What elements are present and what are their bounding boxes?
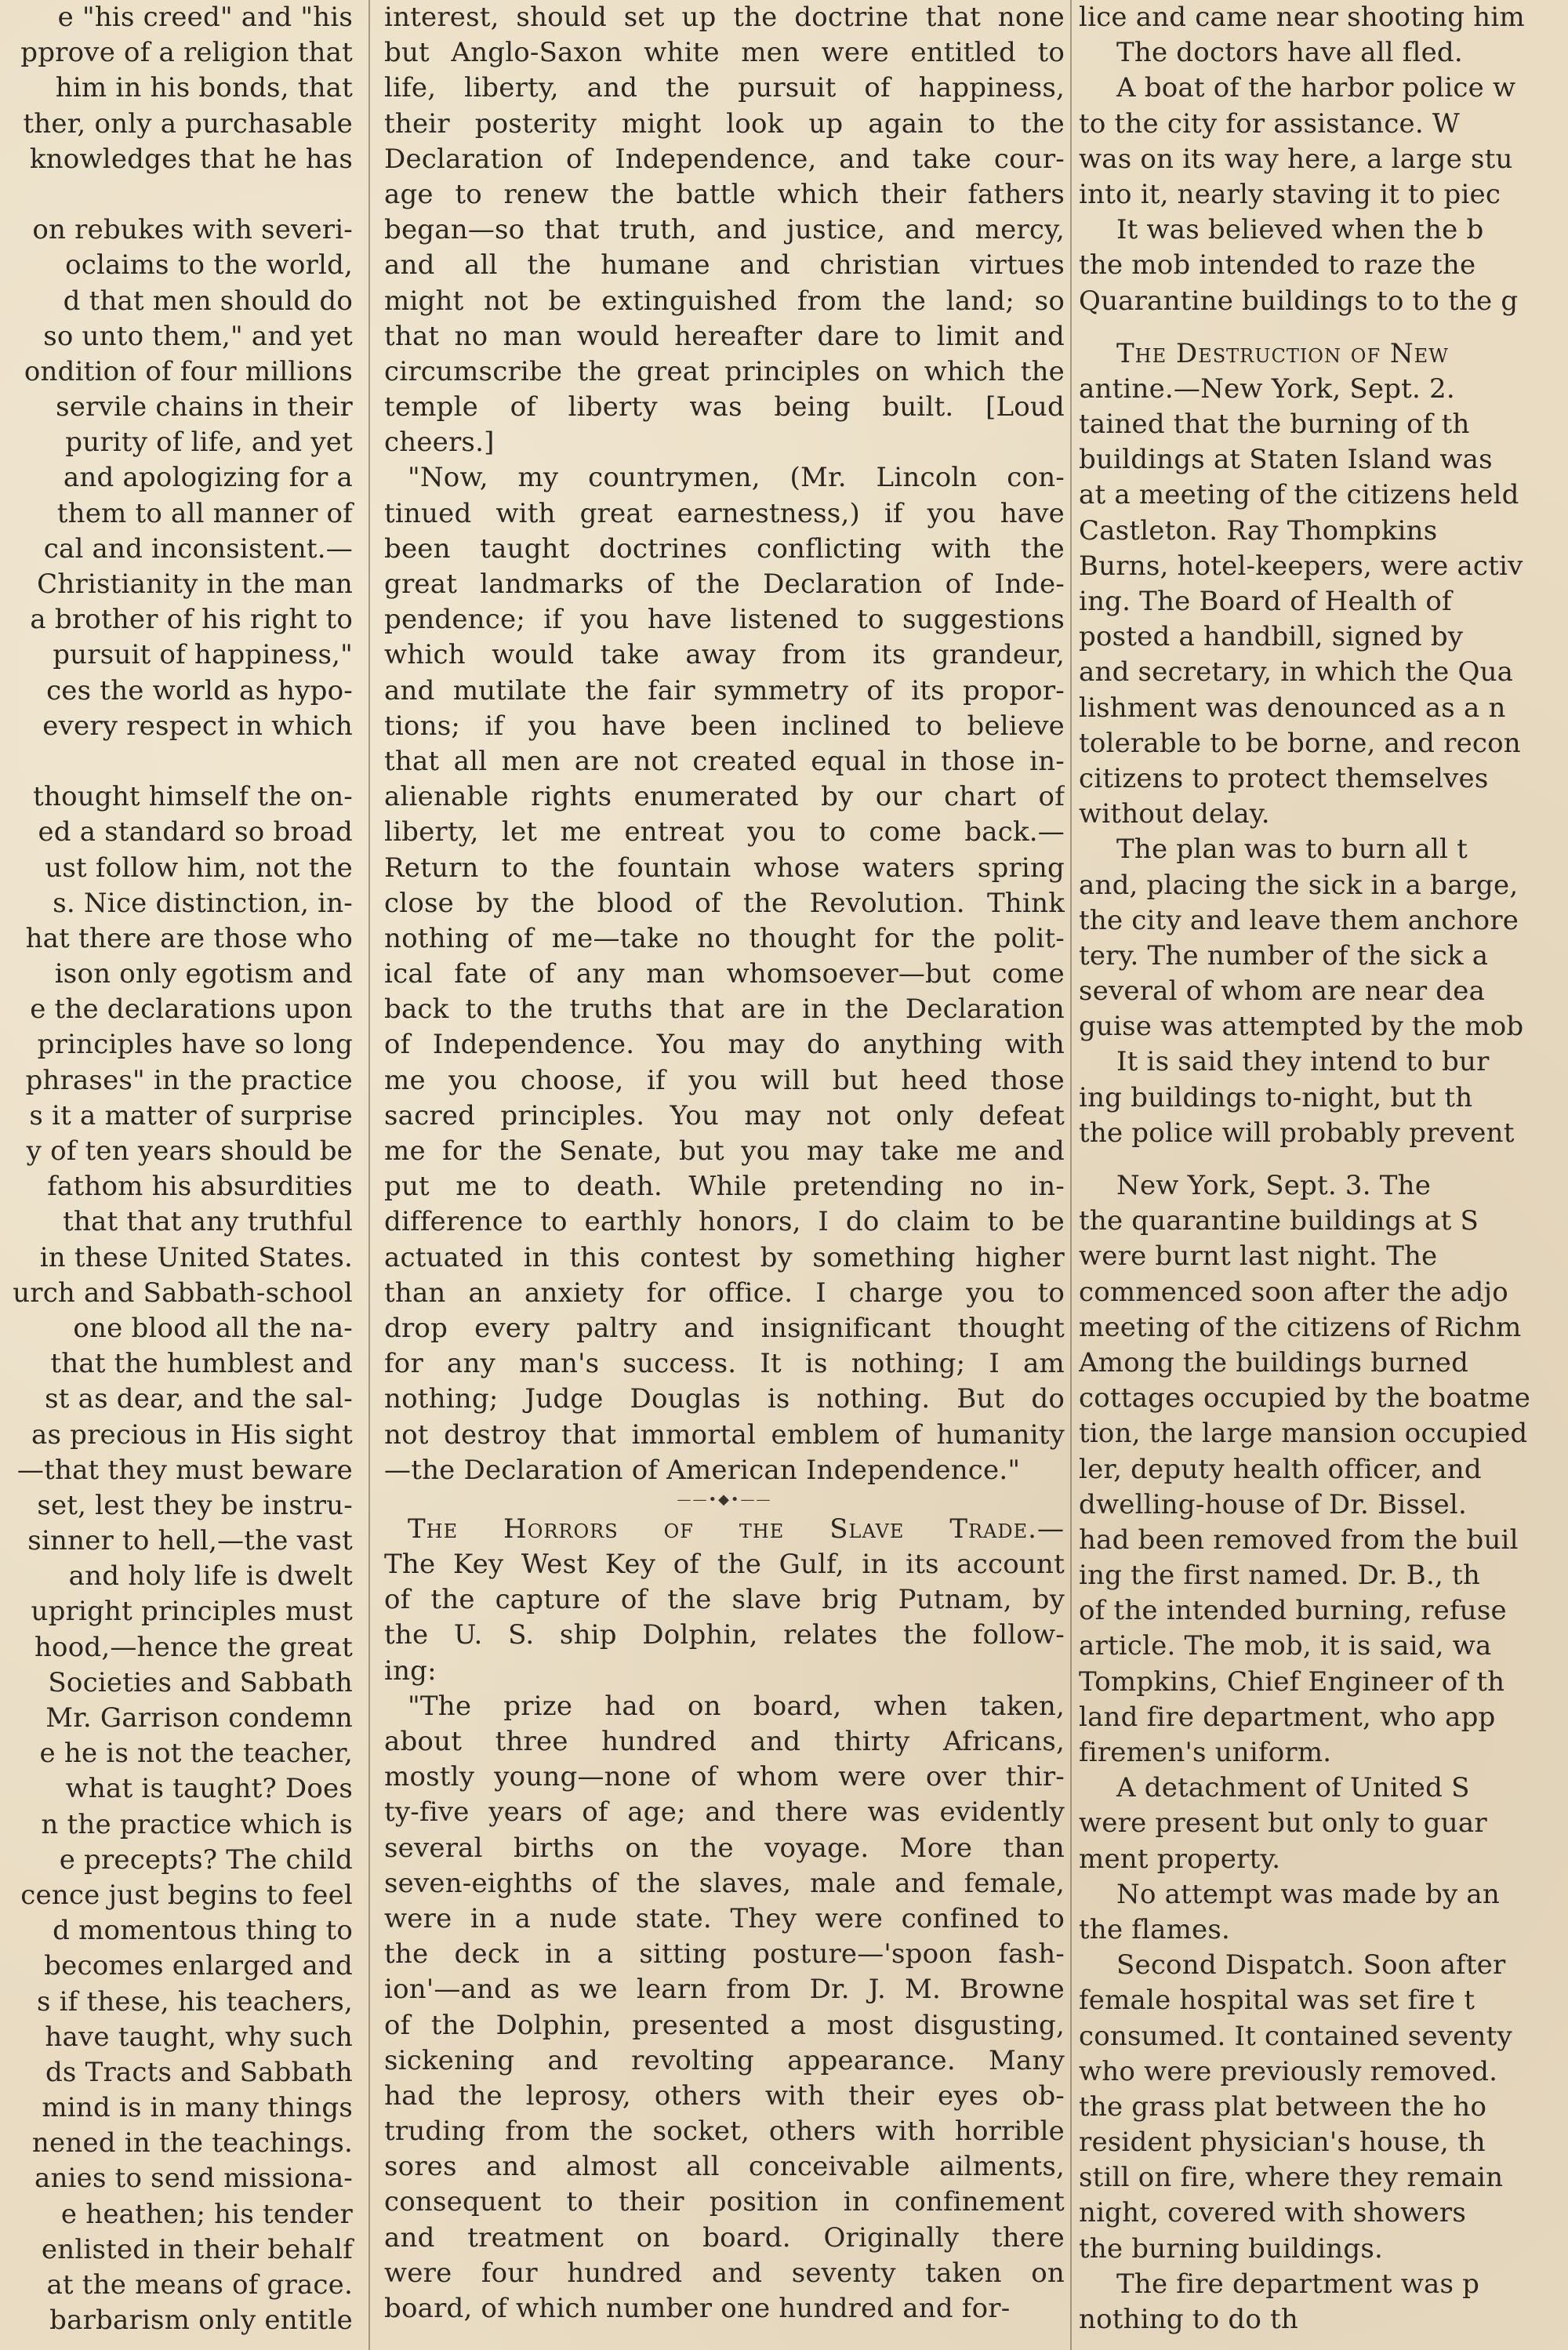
text-line: tolerable to be borne, and recon [1079, 727, 1521, 759]
text-line: might not be extinguished from the land; so [384, 285, 1065, 317]
text-line: A detachment of United S [1116, 1772, 1470, 1804]
text-line: the city and leave them anchore [1079, 904, 1519, 936]
text-line: ment property. [1079, 1843, 1281, 1875]
text-line: nothing of me—take no thought for the polit- [384, 922, 1065, 954]
text-line: dwelling-house of Dr. Bissel. [1079, 1488, 1468, 1520]
text-line: cottages occupied by the boatme [1079, 1382, 1531, 1415]
text-line: the U. S. ship Dolphin, relates the follow- [384, 1619, 1065, 1651]
text-line: Tompkins, Chief Engineer of th [1079, 1665, 1505, 1698]
text-line: that no man would hereafter dare to limit and [384, 320, 1065, 352]
text-line: of Independence. You may do anything with [384, 1029, 1065, 1061]
text-line: that all men are not created equal in those in- [384, 745, 1065, 777]
destruction-article-text [1079, 372, 1568, 1151]
text-line: ed a standard so broad [38, 816, 353, 848]
text-line: becomes enlarged and [44, 1950, 353, 1982]
text-line: ion'—and as we learn from Dr. J. M. Browne [384, 1974, 1065, 2006]
text-line: pursuit of happiness," [53, 639, 353, 671]
text-line: Among the buildings burned [1079, 1346, 1469, 1378]
text-line: ty-five years of age; and there was evidently [384, 1796, 1065, 1829]
dispatch-heading-sept-3: New York, Sept. 3. The [1116, 1170, 1432, 1201]
column-rule-left [368, 0, 370, 2350]
quarantine-report-text [1079, 0, 1568, 319]
text-line: that the humblest and [50, 1348, 353, 1380]
text-line: consequent to their position in confinement [384, 2186, 1065, 2218]
text-line: night, covered with showers [1079, 2197, 1466, 2229]
text-line: posted a handbill, signed by [1079, 621, 1464, 653]
text-line: of the capture of the slave brig Putnam, by [384, 1584, 1065, 1616]
text-line: knowledges that he has [29, 143, 353, 175]
text-line: have taught, why such [45, 2021, 353, 2053]
text-line: that that any truthful [63, 1206, 353, 1238]
text-line: ondition of four millions [24, 355, 353, 387]
text-line: commenced soon after the adjo [1079, 1276, 1508, 1308]
text-line: actuated in this contest by something higher [384, 1241, 1065, 1273]
text-line: The fire department was p [1116, 2268, 1480, 2300]
text-line: were in a nude state. They were confined to [384, 1902, 1065, 1934]
text-line: ds Tracts and Sabbath [45, 2056, 353, 2088]
text-line: at a meeting of the citizens held [1079, 479, 1519, 511]
text-line: s it a matter of surprise [29, 1099, 353, 1131]
text-line: age to renew the battle which their fathers [384, 178, 1065, 210]
text-line: lice and came near shooting him [1079, 2, 1525, 33]
text-line: land fire department, who app [1079, 1701, 1496, 1733]
text-line: buildings at Staten Island was [1079, 444, 1493, 476]
text-line: began—so that truth, and justice, and mercy, [384, 214, 1065, 246]
text-line: the burning buildings. [1079, 2232, 1384, 2265]
text-line: the flames. [1079, 1913, 1231, 1945]
text-line: but Anglo-Saxon white men were entitled to [384, 37, 1065, 69]
text-line: them to all manner of [56, 497, 353, 529]
text-line: ing. The Board of Health of [1079, 586, 1452, 617]
text-line: so unto them," and yet [43, 320, 353, 352]
text-line: which would take away from its grandeur, [384, 639, 1065, 671]
text-line: ing buildings to-night, but th [1079, 1081, 1473, 1113]
column-rule-right [1070, 0, 1072, 2350]
text-line: and secretary, in which the Qua [1079, 656, 1514, 688]
text-line: e the declarations upon [30, 993, 353, 1026]
text-line: cal and inconsistent.— [43, 532, 353, 565]
text-line: tained that the burning of th [1079, 409, 1470, 441]
text-line: without delay. [1079, 798, 1270, 830]
text-line: the grass plat between the ho [1079, 2090, 1487, 2123]
text-line: the quarantine buildings at S [1079, 1205, 1479, 1237]
text-line: and holy life is dwelt [68, 1560, 353, 1593]
text-line: close by the blood of the Revolution. Think [384, 887, 1065, 919]
text-line: than an anxiety for office. I charge you to [384, 1277, 1065, 1309]
text-line: sickening and revolting appearance. Many [384, 2044, 1065, 2076]
text-line: No attempt was made by an [1116, 1878, 1501, 1910]
text-line: e precepts? The child [59, 1843, 353, 1876]
text-line: their posterity might look up again to the [384, 107, 1065, 140]
text-line: seven-eighths of the slaves, male and female, [384, 1867, 1065, 1899]
text-line: e he is not the teacher, [39, 1738, 353, 1770]
slave-trade-article-text [384, 1547, 1065, 2326]
text-line: and all the humane and christian virtues [384, 249, 1065, 281]
text-line: ical fate of any man whomsoever—but come [384, 958, 1065, 990]
text-line: sores and almost all conceivable ailments, [384, 2151, 1065, 2183]
text-line: "Now, my countrymen, (Mr. Lincoln con- [408, 462, 1065, 494]
section-ornament: ——•◆•—— [677, 1491, 772, 1508]
text-line: on rebukes with severi- [32, 214, 353, 246]
text-line: meeting of the citizens of Richm [1079, 1311, 1522, 1343]
text-line: a brother of his right to [30, 604, 353, 636]
text-line: The plan was to burn all t [1116, 834, 1468, 866]
text-line: barbarism only entitle [49, 2305, 353, 2337]
text-line: truding from the socket, others with horrible [384, 2116, 1065, 2148]
article-heading-slave-trade: The Horrors of the Slave Trade.— [408, 1513, 1065, 1545]
text-line: ust follow him, not the [45, 852, 353, 884]
text-line: about three hundred and thirty Africans, [384, 1726, 1065, 1757]
text-line: and apologizing for a [63, 462, 353, 494]
text-line: were burnt last night. The [1079, 1240, 1438, 1273]
text-line: what is taught? Does [65, 1773, 353, 1805]
text-line: servile chains in their [56, 391, 353, 423]
right-column [1079, 0, 1568, 2350]
text-line: great landmarks of the Declaration of Inde- [384, 568, 1065, 600]
text-line: and mutilate the fair symmetry of its propor- [384, 674, 1065, 706]
text-line: st as dear, and the sal- [45, 1383, 353, 1415]
text-line: resident physician's house, th [1079, 2127, 1486, 2159]
text-line: had the leprosy, others with their eyes ob- [384, 2079, 1065, 2112]
text-line: article. The mob, it is said, wa [1079, 1630, 1492, 1662]
text-line: y of ten years should be [26, 1135, 353, 1167]
text-line: lishment was denounced as a n [1079, 692, 1506, 724]
text-line: —the Declaration of American Independence." [384, 1454, 1021, 1486]
text-line: principles have so long [37, 1029, 353, 1061]
text-line: tions; if you have been inclined to believe [384, 710, 1065, 742]
text-line: guise was attempted by the mob [1079, 1011, 1524, 1043]
text-line: nothing; Judge Douglas is nothing. But do [384, 1383, 1065, 1415]
text-line: —that they must beware [16, 1454, 353, 1486]
text-line: tion, the large mansion occupied [1079, 1418, 1528, 1450]
text-line: him in his bonds, that [55, 72, 353, 104]
text-line: consumed. It contained seventy [1079, 2020, 1512, 2052]
text-line: were four hundred and seventy taken on [384, 2257, 1065, 2289]
text-line: firemen's uniform. [1079, 1737, 1332, 1768]
text-line: liberty, let me entreat you to come back.— [384, 816, 1065, 848]
text-line: e "his creed" and "his [57, 2, 353, 33]
text-line: cheers.] [384, 427, 495, 459]
text-line: the mob intended to raze the [1079, 249, 1476, 281]
text-line: me for the Senate, but you may take me and [384, 1135, 1065, 1167]
text-line: circumscribe the great principles on which the [384, 355, 1065, 387]
text-line: d momentous thing to [53, 1915, 353, 1947]
text-line: into it, nearly staving it to piec [1079, 178, 1501, 210]
text-line: set, lest they be instru- [37, 1489, 353, 1521]
text-line: ces the world as hypo- [46, 674, 353, 706]
text-line: Burns, hotel-keepers, were activ [1079, 550, 1523, 582]
text-line: back to the truths that are in the Declaration [384, 993, 1065, 1026]
text-line: in these United States. [39, 1241, 353, 1273]
left-column [0, 0, 356, 2350]
text-line: Return to the fountain whose waters spring [384, 852, 1065, 884]
text-line: put me to death. While pretending no in- [384, 1171, 1065, 1203]
text-line: several of whom are near dea [1079, 975, 1486, 1008]
text-line: sacred principles. You may not only defeat [384, 1099, 1065, 1131]
text-line: and, placing the sick in a barge, [1079, 869, 1519, 901]
text-line: several births on the voyage. More than [384, 1832, 1065, 1864]
middle-column [384, 0, 1065, 2350]
text-line [0, 177, 356, 212]
text-line: hood,—hence the great [34, 1631, 353, 1663]
text-line: ing: [384, 1654, 437, 1687]
text-line: one blood all the na- [73, 1312, 353, 1344]
text-line: upright principles must [31, 1596, 353, 1628]
text-line: Quarantine buildings to to the g [1079, 285, 1519, 317]
text-line: hat there are those who [25, 922, 353, 954]
text-line: the deck in a sitting posture—'spoon fash- [384, 1938, 1065, 1970]
text-line: ing the first named. Dr. B., th [1079, 1560, 1480, 1592]
text-line: A boat of the harbor police w [1116, 72, 1516, 104]
text-line: had been removed from the buil [1079, 1524, 1519, 1556]
text-line: enlisted in their behalf [41, 2233, 353, 2265]
text-line: drop every paltry and insignificant thought [384, 1312, 1065, 1344]
text-line: me you choose, if you will but heed those [384, 1064, 1065, 1096]
text-line: alienable rights enumerated by our chart of [384, 781, 1065, 813]
text-line: mostly young—none of whom were over thir- [384, 1761, 1065, 1793]
text-line: Castleton. Ray Thompkins [1079, 514, 1438, 547]
text-line: ison only egotism and [54, 958, 353, 990]
text-line: every respect in which [42, 710, 353, 742]
text-line: were present but only to guar [1079, 1807, 1487, 1840]
text-line: Declaration of Independence, and take cour- [384, 143, 1065, 175]
text-line: the police will probably prevent [1079, 1117, 1515, 1149]
text-line: s. Nice distinction, in- [53, 887, 353, 919]
text-line: been taught doctrines conflicting with the [384, 532, 1065, 565]
text-line: cence just begins to feel [20, 1879, 353, 1911]
text-line: still on fire, where they remain [1079, 2162, 1504, 2194]
text-line: nothing to do th [1079, 2304, 1299, 2335]
text-line: antine.—New York, Sept. 2. [1079, 372, 1455, 405]
text-line: difference to earthly honors, I do claim to be [384, 1206, 1065, 1238]
text-line: to the city for assistance. W [1079, 107, 1460, 140]
text-line: nened in the teachings. [31, 2127, 353, 2159]
text-line: phrases" in the practice [25, 1064, 353, 1096]
text-line: not destroy that immortal emblem of humanity [384, 1418, 1065, 1451]
text-line: It was believed when the b [1116, 214, 1484, 246]
text-line: citizens to protect themselves [1079, 762, 1489, 794]
text-line: of the intended burning, refuse [1079, 1595, 1507, 1627]
text-line: of the Dolphin, presented a most disgusting, [384, 2009, 1065, 2041]
text-line: who were previously removed. [1079, 2055, 1498, 2087]
text-line: s if these, his teachers, [36, 1985, 353, 2018]
text-line: was on its way here, a large stu [1079, 143, 1513, 175]
text-line: Societies and Sabbath [48, 1666, 353, 1698]
text-line: thought himself the on- [33, 781, 353, 813]
text-line: "The prize had on board, when taken, [408, 1690, 1065, 1722]
text-line: e heathen; his tender [60, 2198, 353, 2230]
text-line: pprove of a religion that [20, 37, 353, 69]
text-line: The Key West Key of the Gulf, in its account [384, 1549, 1065, 1581]
lincoln-speech-text [384, 0, 1065, 1488]
text-line: urch and Sabbath-school [13, 1277, 353, 1309]
text-line: Mr. Garrison condemn [45, 1702, 353, 1734]
text-line: at the means of grace. [46, 2269, 353, 2301]
text-line: sinner to hell,—the vast [27, 1525, 353, 1557]
text-line: fathom his absurdities [47, 1171, 353, 1203]
text-line: temple of liberty was being built. [Loud [384, 391, 1065, 423]
text-line: ler, deputy health officer, and [1079, 1453, 1482, 1485]
text-line: n the practice which is [41, 1808, 353, 1840]
text-line: oclaims to the world, [65, 249, 353, 281]
text-line: ther, only a purchasable [23, 107, 353, 140]
text-line: Second Dispatch. Soon after [1116, 1949, 1506, 1981]
text-line: board, of which number one hundred and for- [384, 2293, 1011, 2324]
text-line: as precious in His sight [31, 1418, 353, 1451]
text-line: purity of life, and yet [65, 427, 353, 459]
text-line: pendence; if you have listened to suggestions [384, 604, 1065, 636]
text-line: for any man's success. It is nothing; I am [384, 1348, 1065, 1380]
text-line: life, liberty, and the pursuit of happiness, [384, 72, 1065, 104]
text-line: It is said they intend to bur [1116, 1046, 1490, 1078]
text-line: The doctors have all fled. [1116, 37, 1463, 69]
text-line: interest, should set up the doctrine that none [384, 2, 1065, 33]
text-line: d that men should do [63, 285, 353, 317]
text-line: Christianity in the man [37, 568, 353, 600]
text-line: and treatment on board. Originally there [384, 2221, 1065, 2254]
article-heading-destruction: The Destruction of New [1116, 337, 1449, 369]
text-line: tery. The number of the sick a [1079, 939, 1489, 972]
text-line: anies to send missiona- [34, 2163, 353, 2195]
text-line: tinued with great earnestness,) if you have [384, 497, 1065, 529]
text-line: female hospital was set fire t [1079, 1985, 1475, 2017]
text-line [0, 744, 356, 779]
sept-3-dispatch-text [1079, 1204, 1568, 2337]
text-line: mind is in many things [42, 2092, 353, 2124]
